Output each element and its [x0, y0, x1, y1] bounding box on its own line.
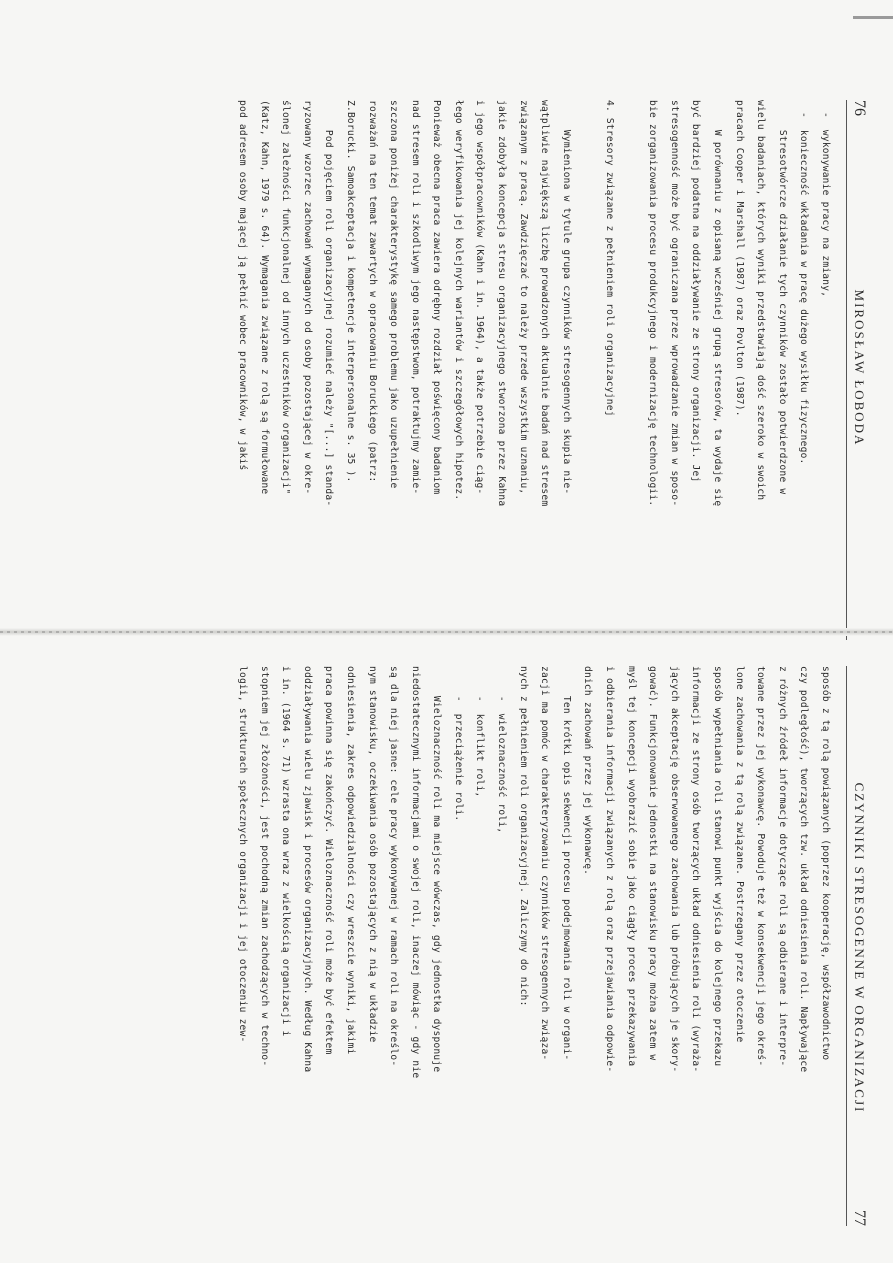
page-number: 76 [851, 100, 868, 116]
text-line: pod adresem osoby mającej ją pełnić wobec pracowników, w jakiś [236, 100, 248, 471]
text-line: stopniem jej złożoności, jest pochodną zmian zachodzących w techno- [258, 666, 270, 1067]
text-line: czy podległość), tworzących tzw. układ odniesienia roli. Napływające [798, 666, 810, 1073]
text-line: sposób z tą rolą powiązanych (poprzez kooperację, współzawodnictwo [820, 666, 831, 1061]
text-line: stresogenność może być ograniczana przez wprowadzanie zmian w sposo- [668, 100, 680, 507]
text-line: Ten krótki opis sekwencji procesu podejmowania roli w organi- [560, 666, 572, 1061]
text-line: informacji ze strony osób tworzących układ odniesienia roli (wyraża- [690, 666, 702, 1073]
text-line: dnich zachowań przez jej wykonawcę. [582, 666, 594, 876]
text-line: rozważań na ten temat zawartych w opracowaniu Boruckiego (patrz: [366, 100, 378, 483]
text-line: ryzowany wzorzec zachowań wymaganych od osoby pozostającej w okre- [301, 100, 313, 495]
text-line: wątpliwie największą liczbę prowadzonych aktualnie badań nad stresem [539, 100, 551, 507]
text-line: nym stanowisku, oczekiwania osób pozostających z nią w układzie [366, 666, 378, 1043]
page-76-text [231, 100, 836, 640]
text-line: odniesienia, zakres odpowiedzialności czy wreszcie wyniki, jakimi [344, 666, 356, 1055]
page-number: 77 [851, 1209, 868, 1226]
text-line: jakie zdobyła koncepcja stresu organizacyjnego stworzona przez Kahna [496, 100, 508, 507]
text-line: myśl tej koncepcji wyobrazić sobie jako ciągły proces przekazywania [625, 666, 637, 1067]
text-line: logii, strukturach społecznych organizacji i jej otoczeniu zew- [236, 666, 248, 1043]
text-line: - konieczność wkładania w pracę dużego wysiłku fizycznego. [798, 100, 810, 465]
text-line: i odbierania informacji związanych z rolą oraz przejawiania odpowie- [604, 666, 616, 1073]
text-line [577, 100, 599, 640]
text-line: szczona poniżej charakterystykę samego problemu jako uzupełnienie [388, 100, 400, 489]
running-head: MIROSŁAW ŁOBODA [852, 289, 867, 447]
text-line: W porównaniu z opisaną wcześniej grupą stresorów, ta wydaje się [712, 100, 724, 507]
text-line: Ponieważ obecna praca zawiera odrębny rozdział poświęcony badaniom [431, 100, 443, 495]
text-line: - wykonywanie pracy na zmiany, [820, 100, 831, 298]
page-header [846, 100, 868, 640]
text-line [620, 100, 642, 640]
text-line: (Katz, Kahn, 1979 s. 64). Wymagania związane z rolą są formułowane [258, 100, 270, 495]
text-line: bie zorganizowania procesu produkcyjnego i modernizację technologii. [647, 100, 659, 507]
text-line: i jego współpracowników (Kahn i in. 1964), a także potrzebie ciąg- [474, 100, 486, 495]
text-line: Stresotwórcze działanie tych czynników zostało potwierdzone w [776, 100, 788, 495]
text-line: Wieloznaczność roli ma miejsce wówczas, gdy jednostka dysponuje [431, 666, 443, 1073]
text-line: zacji ma pomóc w charakteryzowaniu czynników stresogennych związa- [539, 666, 551, 1061]
text-line: być bardziej podatna na oddziaływanie ze strony organizacji. Jej [690, 100, 702, 483]
page-76 [0, 0, 893, 628]
text-line: Wymieniona w tytule grupa czynników stresogennych skupia nie- [560, 100, 572, 495]
text-line: nych z pełnieniem roli organizacyjnej. Zaliczymy do nich: [517, 666, 529, 1007]
text-line: wielu badaniach, których wyniki przedstawiają dość szeroko w swoich [755, 100, 767, 501]
text-line: praca powinna się zakończyć. Wieloznaczność roli może być efektem [323, 666, 335, 1055]
page-76-content [231, 100, 868, 640]
text-line: jących akceptację obserwowanego zachowania lub próbujących je skory- [668, 666, 680, 1073]
page-header [846, 666, 868, 1226]
text-line: z różnych źródeł informacje dotyczące roli są odbierane i interpre- [776, 666, 788, 1067]
text-line: niedostatecznymi informacjami o swojej roli, inaczej mówiąc - gdy nie [409, 666, 421, 1079]
text-line: związanym z pracą. Zawdzięczać to należy przede wszystkim uznaniu, [517, 100, 529, 495]
fold-dots [0, 631, 893, 633]
text-line: i in. (1964 s. 71) wzrasta ona wraz z wielkością organizacji i [280, 666, 292, 1037]
page-77-text [231, 666, 836, 1226]
text-line: gować). Funkcjonowanie jednostki na stanowisku pracy można zatem w [647, 666, 659, 1061]
text-line: Pod pojęciem roli organizacyjnej rozumieć należy "[...] standa- [323, 100, 335, 507]
text-line: łego weryfikowania jej kolejnych wariantów i szczegółowych hipotez. [452, 100, 464, 501]
text-line: oddziaływania wielu zjawisk i procesów organizacyjnych. Według Kahna [301, 666, 313, 1073]
page-77 [0, 636, 893, 1263]
text-line: - konflikt roli, [474, 666, 486, 798]
text-line: - wieloznaczność roli, [496, 666, 508, 834]
text-line: towane przez jej wykonawcę. Powoduje też w konsekwencji jego okreś- [755, 666, 767, 1067]
text-line: są dla niej jasne: cele pracy wykonywanej w ramach roli na określo- [388, 666, 400, 1067]
running-head: CZYNNIKI STRESOGENNE W ORGANIZACJI [852, 782, 867, 1114]
text-line: 4. Stresory związane z pełnieniem roli organizacyjnej [604, 100, 616, 417]
text-line: lone zachowania z tą rolą związane. Postrzegany przez otoczenie [733, 666, 745, 1043]
text-line: - przeciążenie roli. [452, 666, 464, 822]
text-line: Z.Borucki. Samoakceptacja i kompetencje interpersonalne s. 35 ). [344, 100, 356, 483]
text-line: sposób wypełniania roli stanowi punkt wyjścia do kolejnego przekazu [712, 666, 724, 1067]
page-77-content [231, 666, 868, 1226]
text-line: ślonej zależności funkcjonalnej od innych uczestników organizacji" [280, 100, 292, 495]
text-line: pracach Cooper i Marshall (1987) oraz Povlton (1987). [733, 100, 745, 417]
text-line: nad stresem roli i szkodliwym jego następstwom, potraktujmy zamie- [409, 100, 421, 495]
